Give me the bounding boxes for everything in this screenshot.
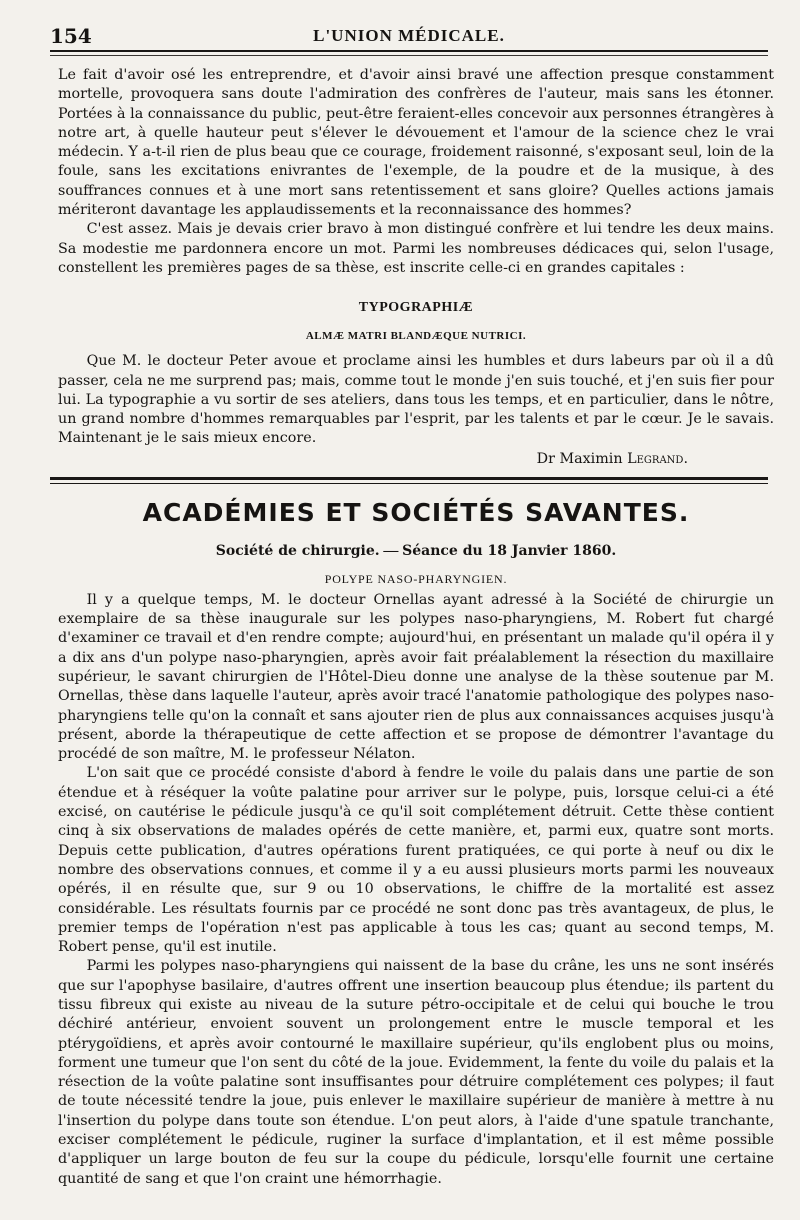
intro-paragraph: Le fait d'avoir osé les entreprendre, et d'avoir ainsi bravé une affection presque constamment mortelle, provoquera sans doute l'admiration des confrères de l'auteur, mais sans les étonner. Portées à la connaissance du public, peut-être feraient-elles concevoir aux personnes étrangères à notre art, à quelle hauteur peut s'élever le dévouement et l'amour de la science chez le vrai médecin. Y a-t-il rien de plus beau que ce courage, froidement raisonné, s'exposant seul, loin de la foule, sans les excitations enivrantes de l'exemple, de la poudre et de la musique, à des souffrances connues et à une mort sans retentissement et sans gloire? Quelles actions jamais mériteront davantage les applaudissements et la reconnaissance des hommes? — [58, 67, 774, 219]
running-head — [50, 22, 768, 52]
dedication-line: ALMÆ MATRI BLANDÆQUE NUTRICI. — [305, 330, 527, 343]
signature-prefix: Dr Maximin — [536, 450, 623, 467]
section-divider — [50, 477, 768, 484]
article-paragraph-3: Parmi les polypes naso-pharyngiens qui naissent de la base du crâne, les uns ne sont insérés que sur l'apophyse basilaire, d'autres offrent une insertion beaucoup plus étendue; ils partent du tissu fibreux qui existe au niveau de la suture pétro-occipitale et de celui qui bouche le trou déchiré antérieur, envoient souvent un prolongement entre le muscle temporal et les ptérygoïdiens, et après avoir contourné le maxillaire supérieur, qu'ils englobent plus ou moins, forment une tumeur que l'on sent du côté de la joue. Evidemment, la fente du voile du palais et la résection de la voûte palatine sont insuffisantes pour détruire complétement ces polypes; il faut de toute nécessité tendre la joue, puis enlever le maxillaire supérieur de manière à mettre à nu l'insertion du polype dans toute son étendue. L'on peut alors, à l'aide d'une spatule tranchante, exciser complétement le pédicule, ruginer la surface d'implantation, et il est même possible d'appliquer un large bouton de feu sur la coupe du pédicule, lorsqu'elle fournit une certaine quantité de sang et que l'on craint une hémorrhagie. — [58, 958, 774, 1187]
article-paragraph-1: Il y a quelque temps, M. le docteur Ornellas ayant adressé à la Société de chirurgie un exemplaire de sa thèse inaugurale sur les polypes naso-pharyngiens, M. Robert fut chargé d'examiner ce travail et d'en rendre compte; aujourd'hui, en présentant un malade qu'il opéra il y a dix ans d'un polype naso-pharyngien, après avoir fait préalablement la résection du maxillaire supérieur, le savant chirurgien de l'Hôtel-Dieu donne une analyse de la thèse soutenue par M. Ornellas, thèse dans laquelle l'auteur, après avoir tracé l'anatomie pathologique des polypes naso-pharyngiens telle qu'on la connaît et sans ajouter rien de plus aux connaissances acquises jusqu'à présent, aborde la thérapeutique de cette affection et se propose de démontrer l'avantage du procédé de son maître, M. le professeur Nélaton. — [58, 591, 774, 763]
page-number: 154 — [50, 24, 92, 48]
signature-name: Legrand. — [627, 450, 688, 467]
society-name: Société de chirurgie. — [215, 542, 380, 559]
intro-paragraph-2: C'est assez. Mais je devais crier bravo à mon distingué confrère et lui tendre les deux mains. Sa modestie me pardonnera encore un mot. Parmi les nombreuses dédicaces qui, selon l'usage, constellent les premières pages de sa thèse, est inscrite celle-ci en grandes capitales : — [58, 221, 774, 276]
section-title: ACADÉMIES ET SOCIÉTÉS SAVANTES. — [142, 497, 690, 527]
dedication-title: TYPOGRAPHIÆ — [358, 300, 474, 316]
session-date: Séance du 18 Janvier 1860. — [402, 542, 617, 559]
article-subject: POLYPE NASO-PHARYNGIEN. — [324, 571, 508, 586]
journal-title: L'UNION MÉDICALE. — [313, 26, 505, 45]
society-session-line — [58, 543, 774, 560]
header-rule — [50, 55, 768, 56]
society-dash: — — [379, 542, 403, 559]
article-paragraph-2: L'on sait que ce procédé consiste d'abord à fendre le voile du palais dans une partie de son étendue et à réséquer la voûte palatine pour arriver sur le polype, puis, lorsque celui-ci a été excisé, on cautérise le pédicule jusqu'à ce qu'il soit complétement détruit. Cette thèse contient cinq à six observations de malades opérés de cette manière, et, parmi eux, quatre sont morts. Depuis cette publication, d'autres opérations furent pratiquées, ce qui porte à neuf ou dix le nombre des observations connues, et comme il y a eu aussi plusieurs morts parmi les nouveaux opérés, il en résulte que, sur 9 ou 10 observations, le chiffre de la mortalité est assez considérable. Les résultats fournis par ce procédé ne sont donc pas très avantageux, de plus, le premier temps de l'opération n'est pas applicable à tous les cas; quant au second temps, M. Robert pense, qu'il est inutile. — [58, 765, 774, 956]
signature — [58, 451, 688, 467]
closing-paragraph: Que M. le docteur Peter avoue et proclame ainsi les humbles et durs labeurs par où il a dû passer, cela ne me surprend pas; mais, comme tout le monde j'en suis touché, et j'en suis fier pour lui. La typographie a vu sortir de ses ateliers, dans tous les temps, et en particulier, dans le nôtre, un grand nombre d'hommes remarquables par l'esprit, par les talents et par le cœur. Je le savais. Maintenant je le sais mieux encore. — [58, 353, 774, 447]
